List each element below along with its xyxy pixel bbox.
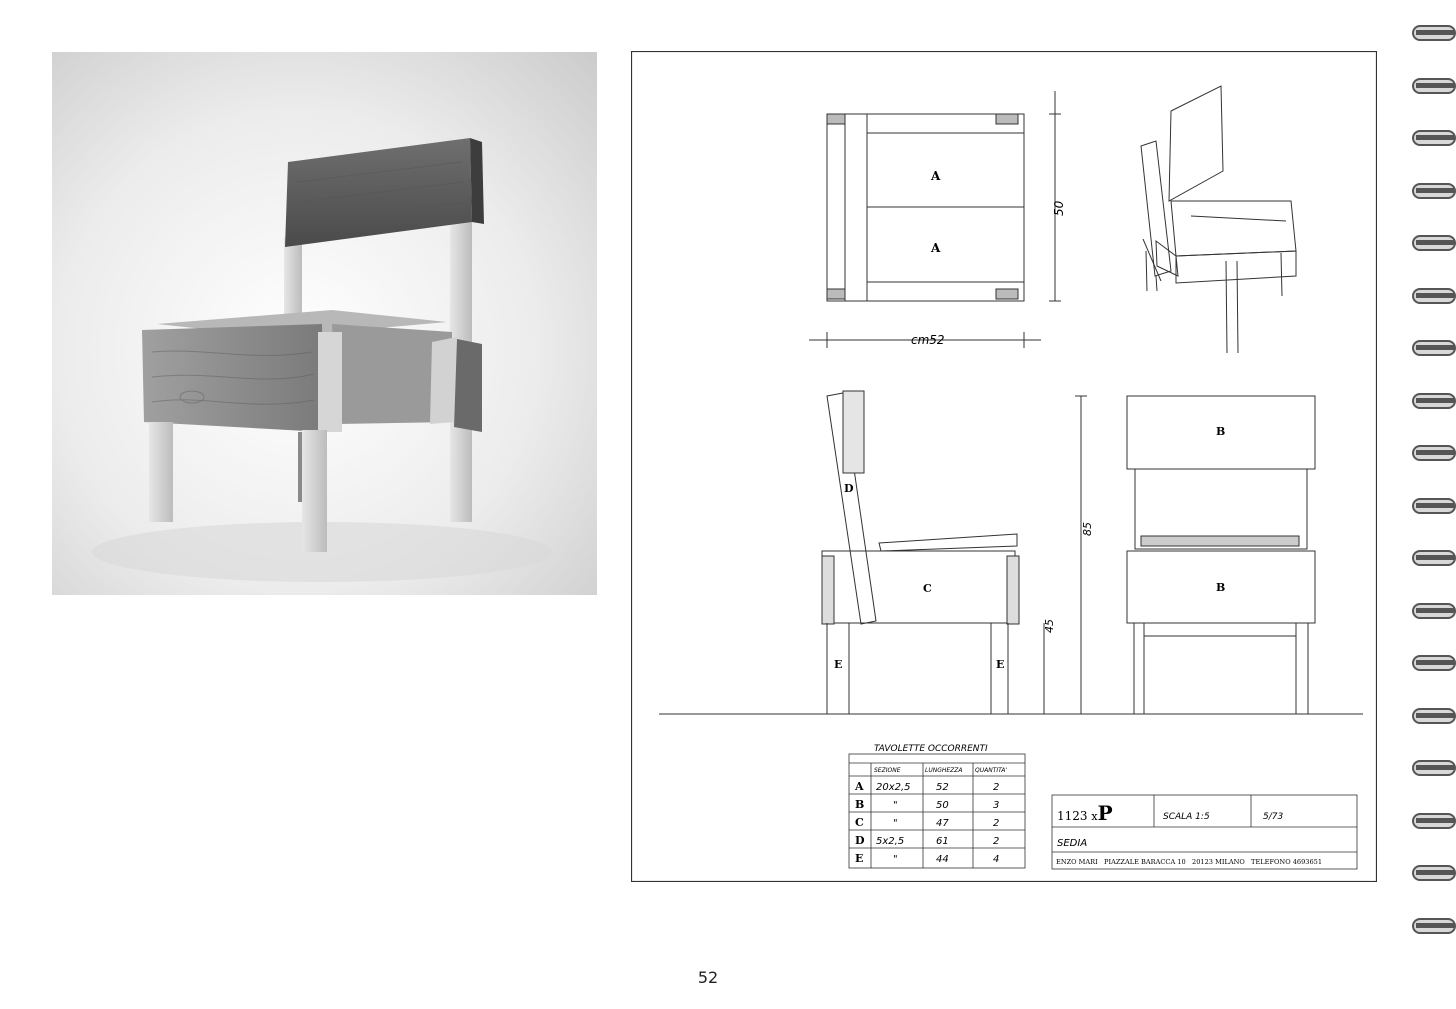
total-height-dimension: 85 [1081,522,1094,536]
part-id: A [855,780,864,793]
seat-height-dimension: 45 [1043,619,1056,633]
label-e-right: E [996,658,1005,671]
depth-dimension: 50 [1052,200,1066,216]
part-length: 52 [936,782,949,793]
binding-ring [1412,390,1456,412]
binding-ring [1412,705,1456,727]
part-length: 61 [936,836,949,847]
binding-ring [1412,232,1456,254]
scale: SCALA 1:5 [1163,812,1210,822]
part-id: B [855,798,865,811]
binding-ring [1412,757,1456,779]
part-length: 50 [936,800,949,811]
part-section: " [893,854,898,865]
label-e-left: E [834,658,843,671]
binding-ring [1412,337,1456,359]
label-b-upper: B [1216,425,1226,438]
part-length: 44 [936,854,949,865]
part-qty: 2 [993,782,1000,793]
technical-drawing [631,51,1377,882]
part-qty: 2 [993,836,1000,847]
binding-ring [1412,495,1456,517]
part-length: 47 [936,818,949,829]
chair-photo [52,52,597,595]
binding-ring [1412,547,1456,569]
part-id: C [855,816,864,829]
width-dimension: cm52 [911,333,945,347]
part-section: 5x2,5 [876,836,905,847]
designer-address: ENZO MARI PIAZZALE BARACCA 10 20123 MILANO TELEFONO 4693651 [1056,858,1323,866]
binding-ring [1412,915,1456,937]
label-a-lower: A [931,241,941,255]
col-quantity: QUANTITA' [975,767,1008,774]
binding-ring [1412,75,1456,97]
label-c: C [923,582,932,595]
label-d: D [844,482,854,495]
binding-ring [1412,600,1456,622]
part-qty: 3 [993,800,1000,811]
drawing-code: 1123 xP [1057,801,1113,825]
binding-ring [1412,862,1456,884]
part-section: 20x2,5 [876,782,911,793]
page-number: 52 [697,968,719,987]
binding-ring [1412,22,1456,44]
col-section: SEZIONE [874,767,901,774]
parts-table-title: TAVOLETTE OCCORRENTI [874,744,988,754]
part-id: E [855,852,864,865]
binding-ring [1412,127,1456,149]
part-qty: 4 [993,854,1000,865]
binding-ring [1412,285,1456,307]
part-section: " [893,818,898,829]
part-qty: 2 [993,818,1000,829]
binding-ring [1412,442,1456,464]
binding-ring [1412,810,1456,832]
label-b-lower: B [1216,581,1226,594]
object-name: SEDIA [1057,838,1088,849]
date: 5/73 [1263,812,1284,822]
col-length: LUNGHEZZA [925,767,963,774]
part-id: D [855,834,865,847]
binding-ring [1412,652,1456,674]
binding-ring [1412,180,1456,202]
part-section: " [893,800,898,811]
label-a-upper: A [931,169,941,183]
